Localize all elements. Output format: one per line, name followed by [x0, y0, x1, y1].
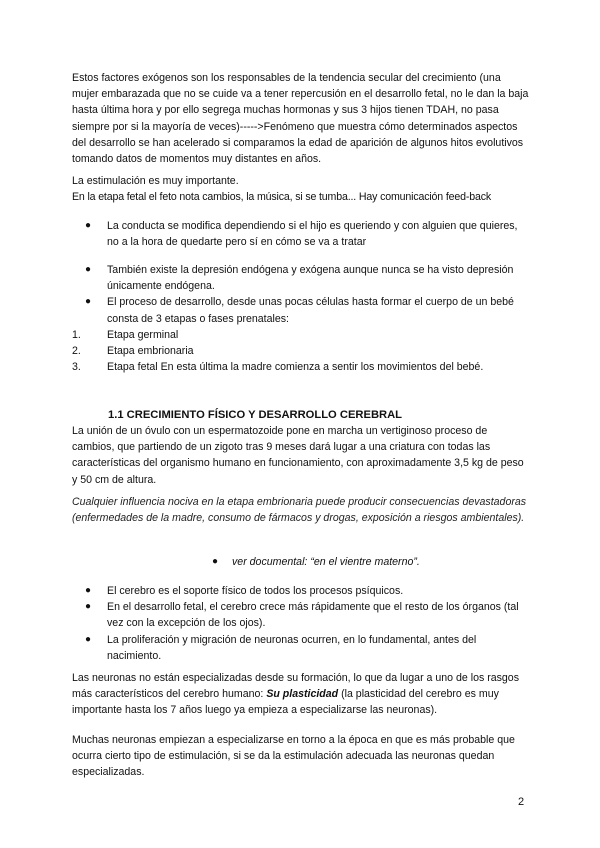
- section-body: [72, 423, 530, 488]
- section-heading-wrap: [108, 407, 528, 423]
- list-item-text: El cerebro es el soporte físico de todos los procesos psíquicos.: [107, 585, 404, 597]
- bullet-icon: ●: [212, 556, 219, 567]
- bullet-list-conduct: [72, 218, 530, 250]
- intro-section: [72, 70, 530, 167]
- closing-paragraph: Muchas neuronas empiezan a especializarse en torno a la época en que es más probable que ocurra cierto tipo de estimulación, si se da la estimulación adecuada las neuronas quedan especializadas.: [72, 734, 515, 779]
- section-heading: 1.1 CRECIMIENTO FÍSICO Y DESARROLLO CEREBRAL: [108, 409, 403, 421]
- list-item-text: La proliferación y migración de neuronas ocurren, en lo fundamental, antes del nacimiento.: [107, 633, 477, 662]
- list-item-text: También existe la depresión endógena y exógena aunque nunca se ha visto depresión únicamente endógena.: [107, 264, 514, 293]
- bullet-icon: ●: [85, 585, 92, 596]
- bullet-icon: ●: [85, 296, 92, 308]
- plasticity-paragraph: [72, 670, 530, 719]
- stage-number: 3.: [72, 361, 81, 374]
- list-item: [72, 218, 530, 250]
- bullet-icon: ●: [85, 633, 92, 645]
- italic-note: Cualquier influencia nociva en la etapa embrionaria puede producir consecuencias devastadoras (enfermedades de la madre, consumo de fármacos y drogas, exposición a riesgos ambientales).: [72, 496, 527, 525]
- stage-text: Etapa embrionaria: [107, 345, 194, 358]
- stimulation-line-2: En la etapa fetal el feto nota cambios, la música, si se tumba... Hay comunicación feed-back: [72, 191, 492, 204]
- list-item: [72, 294, 530, 326]
- stage-text: Etapa fetal En esta última la madre comienza a sentir los movimientos del bebé.: [107, 361, 484, 374]
- list-item: [72, 599, 530, 631]
- list-item-text: La conducta se modifica dependiendo si el hijo es queriendo y con alguien que quieres, no a la hora de quedarte pero sí en cómo se va a tratar: [107, 220, 518, 249]
- list-item: [72, 583, 530, 599]
- list-item-text: El proceso de desarrollo, desde unas pocas células hasta formar el cuerpo de un bebé consta de 3 etapas o fases prenatales:: [107, 296, 514, 325]
- stage-item: [72, 359, 530, 375]
- plasticity-after: (la plasticidad del cerebro es muy importante hasta los 7 años luego ya empieza a especializarse las neuronas).: [72, 688, 499, 717]
- page-number: 2: [518, 796, 525, 808]
- stimulation-line-1: La estimulación es muy importante.: [72, 175, 239, 187]
- stimulation-section: [72, 173, 530, 205]
- documentary-item: [212, 554, 492, 570]
- stage-item: [72, 327, 530, 343]
- list-item-text: En el desarrollo fetal, el cerebro crece más rápidamente que el resto de los órganos (tal vez con la excepción de los ojos).: [107, 601, 519, 630]
- list-item: [72, 262, 530, 294]
- closing-section: [72, 732, 530, 781]
- intro-paragraph: Estos factores exógenos son los responsables de la tendencia secular del crecimiento (una mujer embarazada que no se cuide va a tener repercusión en el desarrollo fetal, no le dan la baja hasta última hora y por ello segrega muchas hormonas y sus 3 hijos tienen TDAH, no pasa siempre por si la mayoría de veces)----->Fenómeno que muestra cómo determinados aspectos del desarrollo se han acelerado si comparamos la edad de aparición de algunos hitos evolutivos tomando datos de momentos muy distantes en años.: [72, 72, 529, 166]
- plasticity-emphasis: Su plasticidad: [266, 688, 339, 701]
- stage-number: 2.: [72, 345, 81, 358]
- stage-text: Etapa germinal: [107, 328, 179, 341]
- bullet-list-development: [72, 262, 530, 375]
- stage-number: 1.: [72, 328, 81, 341]
- section-paragraph: La unión de un óvulo con un espermatozoide pone en marcha un vertiginoso proceso de cambios, que partiendo de un zigoto tras 9 meses dará lugar a una criatura con todas las características del organismo humano en funcionamiento, con aproximadamente 3,5 kg de peso y 50 cm de altura.: [72, 425, 524, 486]
- brain-bullet-list: [72, 583, 530, 664]
- bullet-icon: ●: [85, 264, 92, 275]
- documentary-text: ver documental: “en el vientre materno”.: [232, 556, 420, 568]
- italic-note-wrap: [72, 494, 530, 526]
- stage-item: [72, 343, 530, 359]
- bullet-icon: ●: [85, 601, 92, 613]
- plasticity-before: Las neuronas no están especializadas desde su formación, lo que da lugar a uno de los rasgos más característicos del cerebro humano:: [72, 672, 519, 701]
- list-item: [72, 632, 530, 664]
- bullet-icon: ●: [85, 220, 92, 231]
- plasticity-section: [72, 670, 530, 719]
